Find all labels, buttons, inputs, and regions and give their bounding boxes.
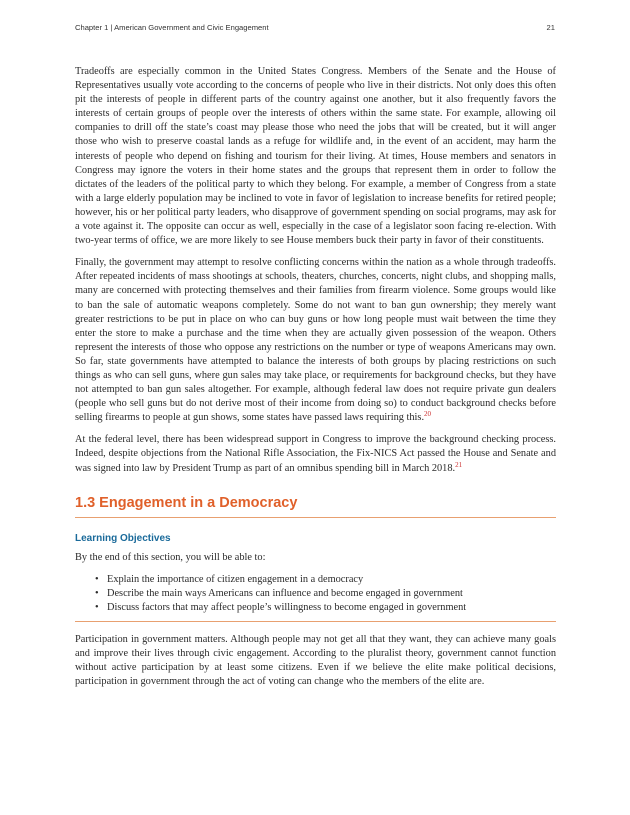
learning-objective-item: • Explain the importance of citizen engagement in a democracy bbox=[107, 573, 556, 587]
page-number: 21 bbox=[546, 23, 555, 32]
paragraph-participation: Participation in government matters. Although people may not get all that they want, they can achieve many goals and improve their lives through civic engagement. According to the pluralist theory, government cannot function without active participation by at least some citizens. Even if we believe the elite make political decisions, participation in government through the act of voting can change who the members of the elite are. bbox=[75, 634, 556, 688]
footnote-ref-20[interactable]: 20 bbox=[424, 410, 432, 419]
learning-objective-item: • Discuss factors that may affect people’s willingness to become engaged in government bbox=[107, 601, 556, 615]
paragraph-text: Tradeoffs are especially common in the United States Congress. Members of the Senate and the House of Representatives usually vote according to the concerns of people who live in their districts. Not only does this often pit the interests of people in different parts of the country against one another, but it also frequently favors the interests of certain groups of people over the interests of others within the same state. For example, allowing oil companies to drill off the state’s coast may please those who need the jobs that will be created, but it will anger those who wish to preserve coastal lands as a refuge for wildlife and, in the event of an accident, may harm the interests of people who depend on fishing and tourism for their living. At times, House members and senators in Congress may ignore the voters in their home states and the groups that represent them in order to follow the dictates of the leaders of the political party to which they belong. For example, a member of Congress from a state with a large elderly population may be inclined to vote in favor of legislation to increase benefits for retired people; however, his or her political party leaders, who disapprove of government spending on social programs, may ask for a vote against it. The opposite can occur as well, especially in the case of a legislator soon facing re-election. With two-year terms of office, we are more likely to see House members buck their party in favor of their constituents. bbox=[75, 66, 557, 247]
footnote-ref-21[interactable]: 21 bbox=[455, 460, 463, 469]
learning-objectives-title: Learning Objectives bbox=[75, 532, 171, 544]
paragraph-gun-tradeoffs bbox=[75, 256, 556, 425]
paragraph-text: Finally, the government may attempt to resolve conflicting concerns within the nation as a whole through tradeoffs. After repeated incidents of mass shootings at schools, theaters, churches, concerts, night clubs, and shopping malls, many are concerned with protecting themselves and their families from firearm violence. Some groups would like to ban the sale of automatic weapons completely. Some do not want to ban gun ownership; they merely want greater restrictions to be put in place on who can buy guns or how long people must wait between the time they enter the store to make a purchase and the time when they are actually given possession of the weapon. Others represent the interests of those who oppose any restrictions on the number or type of weapons Americans may own. So far, state governments have attempted to balance the interests of both groups by placing restrictions on such things as who can sell guns, where gun sales may take place, or requirements for background checks, but they have not attempted to ban gun sales altogether. For example, although federal law does not require private gun dealers (people who sell guns but do not derive most of their income from doing so) to conduct background checks before selling firearms to people at gun shows, some states have passed laws requiring this. bbox=[75, 257, 556, 424]
paragraph-text: At the federal level, there has been widespread support in Congress to improve the background checking process. Indeed, despite objections from the National Rifle Association, the Fix-NICS Act passed the House and Senate and was signed into law by President Trump as part of an omnibus spending bill in March 2018. bbox=[75, 434, 556, 474]
learning-objectives-list bbox=[75, 573, 556, 615]
objectives-divider bbox=[75, 621, 556, 622]
paragraph-congress-tradeoffs bbox=[75, 65, 556, 248]
chapter-title: Chapter 1 | American Government and Civic Engagement bbox=[75, 23, 269, 32]
paragraph-federal-level bbox=[75, 433, 556, 475]
section-title: 1.3 Engagement in a Democracy bbox=[75, 494, 298, 511]
learning-objectives-intro: By the end of this section, you will be able to: bbox=[75, 551, 266, 563]
running-header bbox=[75, 23, 555, 32]
page-content bbox=[75, 65, 556, 697]
learning-objective-item: • Describe the main ways Americans can influence and become engaged in government bbox=[107, 587, 556, 601]
section-divider bbox=[75, 517, 556, 518]
